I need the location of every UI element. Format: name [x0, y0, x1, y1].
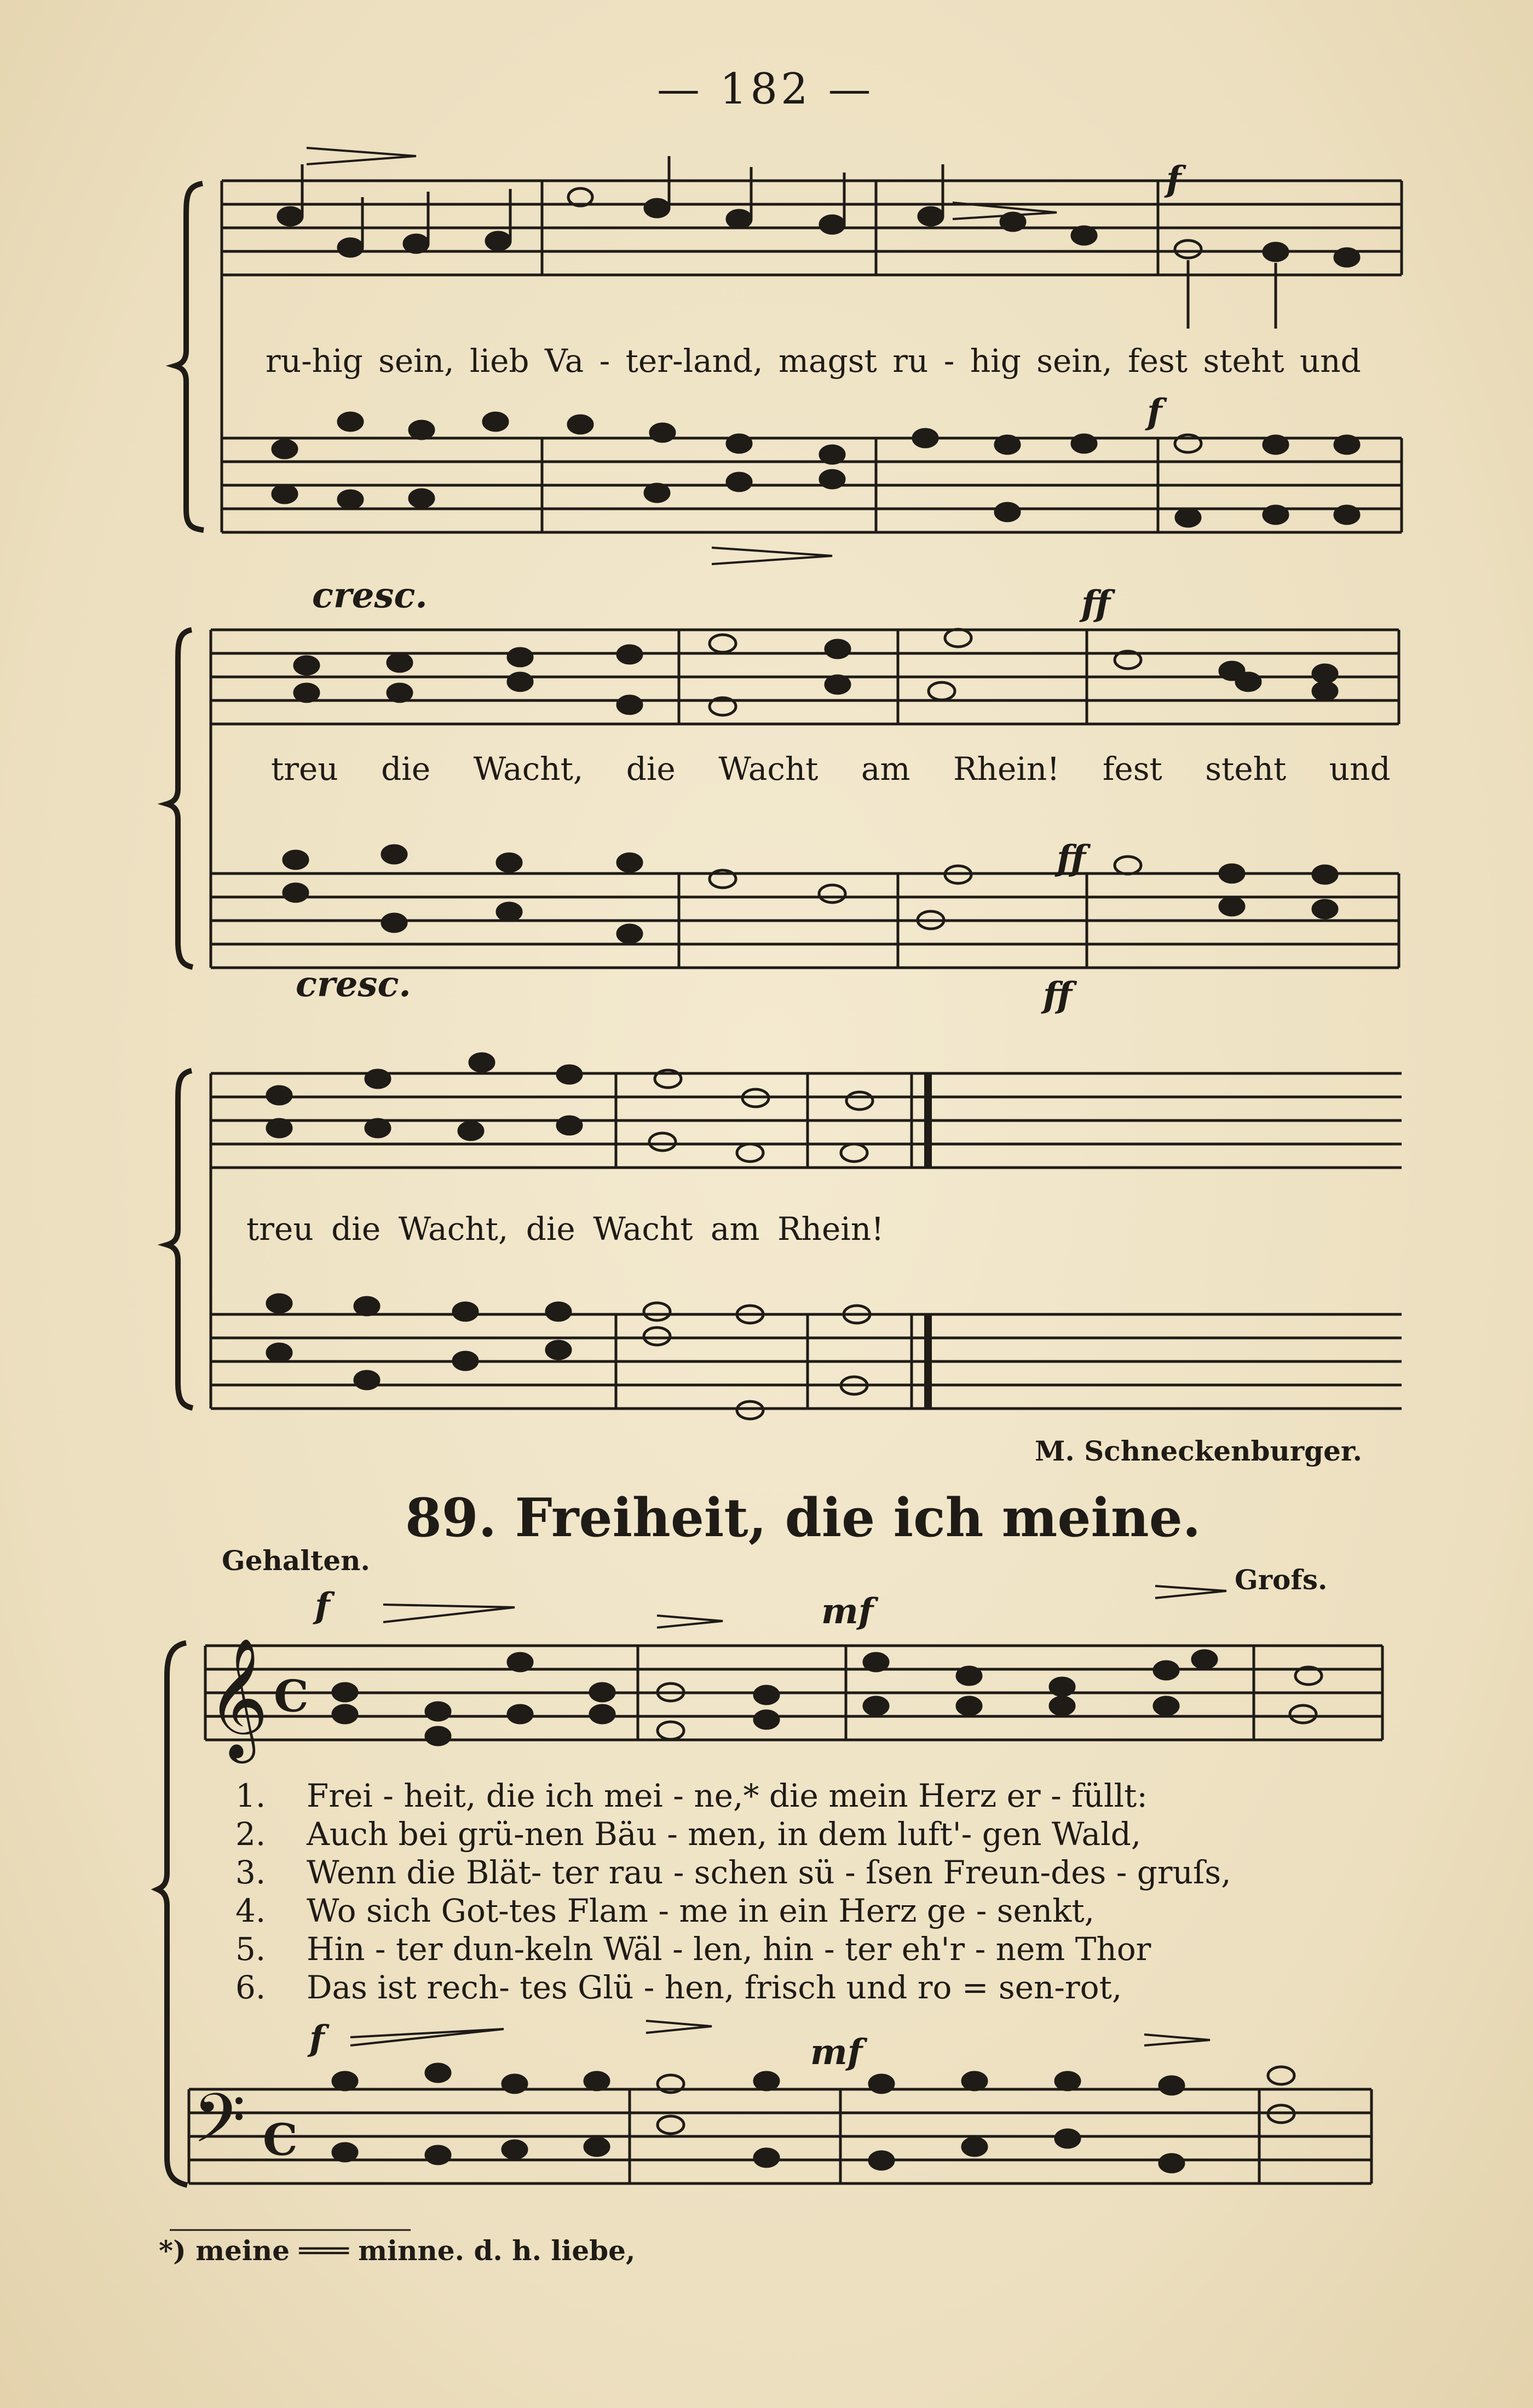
dynamic-fortissimo: ff: [1057, 838, 1086, 879]
footnote: *) meine ═══ minne. d. h. liebe,: [159, 2234, 636, 2267]
verse-number: 1.: [235, 1777, 266, 1814]
verse-number: 4.: [235, 1892, 266, 1929]
dynamic-mezzo-forte: mf: [810, 2032, 863, 2073]
verse-number: 3.: [235, 1854, 266, 1891]
staff-4-bass: [189, 2089, 1371, 2183]
dynamic-forte: f: [1147, 392, 1162, 433]
common-time-bass: C: [263, 2114, 298, 2165]
verse-line: Frei - heit, die ich mei - ne,* die mein Herz er - füllt:: [307, 1777, 1148, 1814]
verse-line: Wo sich Got-tes Flam - me in ein Herz ge - senkt,: [307, 1892, 1095, 1929]
dynamic-fortissimo: ff: [1081, 583, 1110, 624]
verse-number: 6.: [235, 1969, 266, 2006]
lyrics-system-3: treu die Wacht, die Wacht am Rhein!: [246, 1210, 884, 1248]
composer-credit: M. Schneckenburger.: [1035, 1435, 1363, 1467]
page-number: — 182 —: [657, 65, 874, 114]
cresc-marking: cresc.: [312, 575, 428, 616]
staff-1-lower: [222, 438, 1402, 532]
verse-number: 2.: [235, 1815, 266, 1853]
verse-number: 5.: [235, 1930, 266, 1968]
treble-clef: 𝄞: [207, 1637, 269, 1758]
bass-clef: 𝄢: [193, 2079, 246, 2175]
lyrics-system-2: treu die Wacht, die Wacht am Rhein! fest steht und: [271, 750, 1391, 788]
song-title: 89. Freiheit, die ich meine.: [405, 1487, 1201, 1549]
dynamic-mezzo-forte: mf: [821, 1591, 874, 1632]
verse-line: Das ist rech- tes Glü - hen, frisch und ro = sen-rot,: [307, 1969, 1122, 2006]
cresc-marking: cresc.: [296, 964, 411, 1005]
dynamic-forte: f: [1166, 159, 1182, 200]
lyrics-system-1: ru-hig sein, lieb Va - ter-land, magst ru - hig sein, fest steht und: [266, 342, 1361, 380]
dynamic-forte: f: [309, 2018, 325, 2059]
tempo-marking: Gehalten.: [222, 1544, 370, 1577]
common-time: C: [274, 1670, 309, 1722]
staff-1-upper: [222, 181, 1402, 275]
dynamic-fortissimo: ff: [1043, 975, 1072, 1016]
verse-line: Auch bei grü-nen Bäu - men, in dem luft'- gen Wald,: [307, 1815, 1142, 1853]
verse-line: Hin - ter dun-keln Wäl - len, hin - ter eh'r - nem Thor: [307, 1930, 1151, 1968]
verse-line: Wenn die Blät- ter rau - schen sü - ſsen Freun-des - gruſs,: [307, 1854, 1231, 1891]
staff-2-upper: [211, 630, 1399, 724]
expression-marking: Grofs.: [1235, 1564, 1328, 1596]
dynamic-forte: f: [315, 1585, 330, 1627]
